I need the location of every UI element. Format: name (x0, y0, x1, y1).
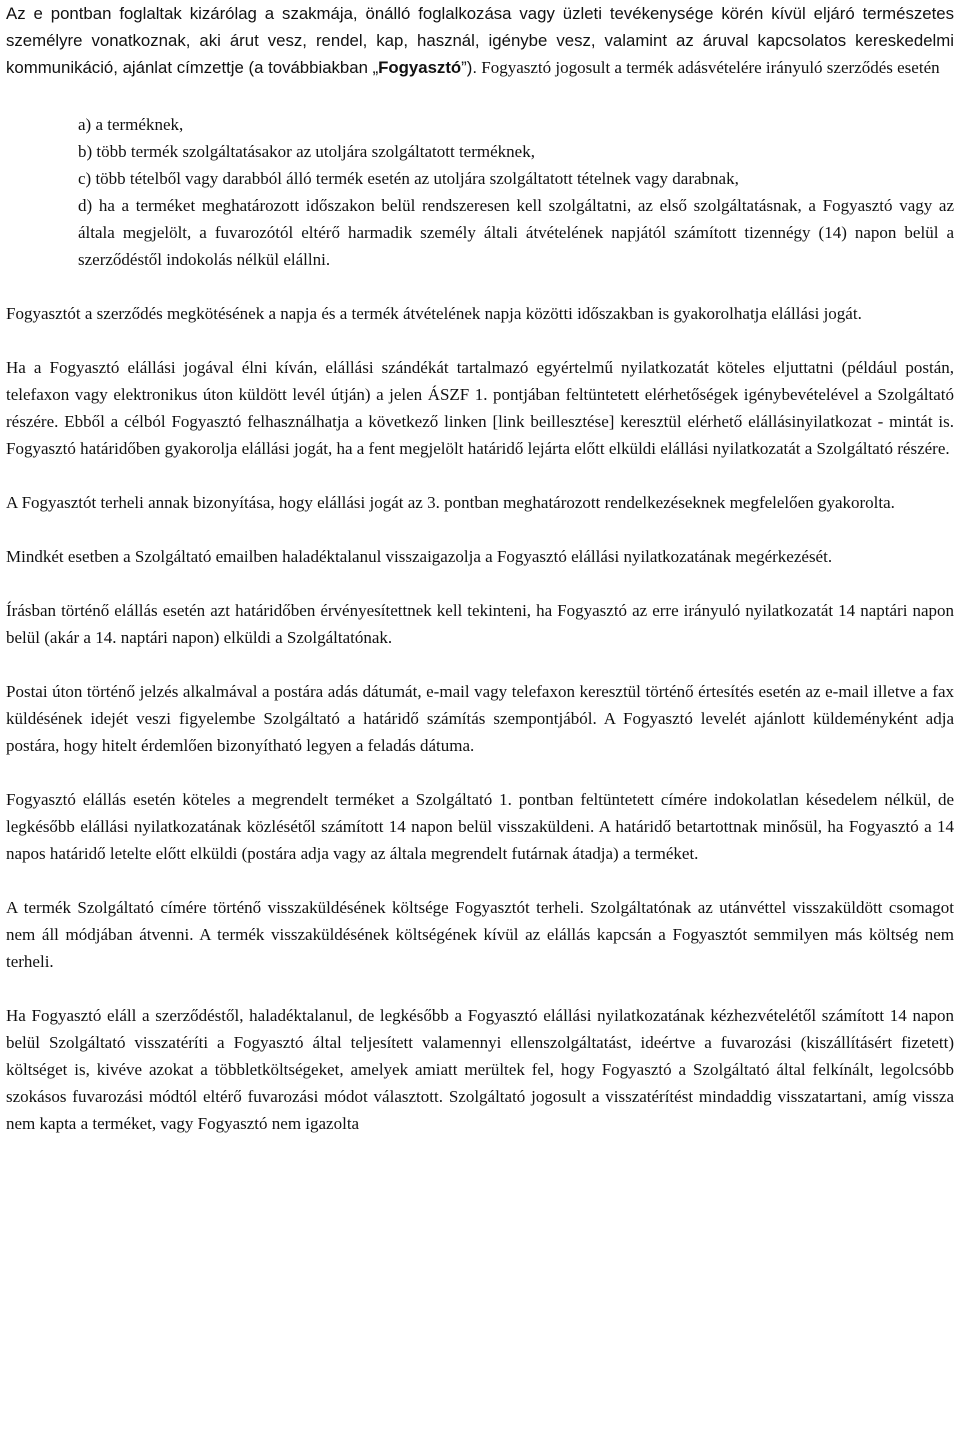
intro-paragraph (6, 0, 954, 81)
list-item-a: a) a terméknek, (78, 115, 184, 134)
paragraph-postal-notice: Postai úton történő jelzés alkalmával a postára adás dátumát, e-mail vagy telefaxon keresztül történő értesítés esetén az e-mail illetve a fax küldésének idejét veszi figyelembe Szolgáltató a határidő számítás szempontjából. A Fogyasztó levelét ajánlott küldeményként adja postára, hogy hitelt érdemlően bizonyítható legyen a feladás dátuma. (6, 682, 954, 755)
paragraph-refund: Ha Fogyasztó eláll a szerződéstől, haladéktalanul, de legkésőbb a Fogyasztó elállási nyilatkozatának kézhezvételétől számított 14 napon belül Szolgáltató visszatéríti a Fogyasztó által teljesített valamennyi ellenszolgáltatást, ideértve a fuvarozási (kiszállításért fizetett) költséget is, kivéve azokat a többletköltségeket, amelyek amiatt merültek fel, hogy Fogyasztó a Szolgáltató által felkínált, legolcsóbb szokásos fuvarozási módtól eltérő fuvarozási módot választott. Szolgáltató jogosult a visszatérítést mindaddig visszatartani, amíg vissza nem kapta a terméket, vagy Fogyasztó nem igazolta (6, 1006, 954, 1133)
list-item-c: c) több tételből vagy darabból álló termék esetén az utoljára szolgáltatott tételnek vagy darabnak, (78, 169, 739, 188)
paragraph-return-cost: A termék Szolgáltató címére történő visszaküldésének költsége Fogyasztót terheli. Szolgáltatónak az utánvéttel visszaküldött csomagot nem áll módjában átvenni. A termék visszaküldésének költségének kívül az elállás kapcsán a Fogyasztót semmilyen más költség nem terheli. (6, 898, 954, 971)
document-page (6, 0, 954, 1137)
paragraph-withdrawal-period: Fogyasztót a szerződés megkötésének a napja és a termék átvételének napja közötti időszakban is gyakorolhatja elállási jogát. (6, 304, 862, 323)
paragraph-written-withdrawal: Írásban történő elállás esetén azt határidőben érvényesítettnek kell tekinteni, ha Fogyasztó az erre irányuló nyilatkozatát 14 naptári napon belül (akár a 14. naptári napon) elküldi a Szolgáltatónak. (6, 601, 954, 647)
defined-term-fogyaszto: Fogyasztó (378, 58, 462, 77)
intro-continuation: Fogyasztó jogosult a termék adásvételére irányuló szerződés esetén (477, 58, 940, 77)
paragraph-burden-of-proof: A Fogyasztót terheli annak bizonyítása, hogy elállási jogát az 3. pontban meghatározott rendelkezéseknek megfelelően gyakorolta. (6, 493, 895, 512)
intro-text-before-term: Az e pontban foglaltak kizárólag a szakmája, önálló foglalkozása vagy üzleti tevékenysége körén kívül eljáró természetes személyre vonatkoznak, aki árut vesz, rendel, kap, használ, igénybe vesz, valamint az áruval kapcsolatos kereskedelmi kommunikáció, ajánlat címzettje (a továbbiakban „ (6, 4, 954, 77)
paragraph-product-return: Fogyasztó elállás esetén köteles a megrendelt terméket a Szolgáltató 1. pontban feltüntetett címére indokolatlan késedelem nélkül, de legkésőbb elállási nyilatkozatának közlésétől számított 14 napon belül visszaküldeni. A határidő betartottnak minősül, ha Fogyasztó a 14 napos határidő letelte előtt elküldi (postára adja vagy az általa megrendelt futárnak átadja) a terméket. (6, 790, 954, 863)
intro-text-after-term: ”). (461, 58, 477, 77)
list-item-b: b) több termék szolgáltatásakor az utoljára szolgáltatott terméknek, (78, 142, 535, 161)
withdrawal-list (6, 111, 954, 273)
paragraph-email-confirmation: Mindkét esetben a Szolgáltató emailben haladéktalanul visszaigazolja a Fogyasztó elállási nyilatkozatának megérkezését. (6, 547, 833, 566)
paragraph-withdrawal-declaration: Ha a Fogyasztó elállási jogával élni kíván, elállási szándékát tartalmazó egyértelmű nyilatkozatát köteles eljuttatni (például postán, telefaxon vagy elektronikus úton küldött levél útján) a jelen ÁSZF 1. pontjában feltüntetett elérhetőségek igénybevételével a Szolgáltató részére. Ebből a célból Fogyasztó felhasználhatja a következő linken [link beillesztése] keresztül elérhető elállásinyilatkozat - mintát is. Fogyasztó határidőben gyakorolja elállási jogát, ha a fent megjelölt határidő lejárta előtt elküldi elállási nyilatkozatát a Szolgáltató részére. (6, 358, 954, 458)
list-item-d: d) ha a terméket meghatározott időszakon belül rendszeresen kell szolgáltatni, az első szolgáltatásnak, a Fogyasztó vagy az általa megjelölt, a fuvarozótól eltérő harmadik személy általi átvételének napjától számított tizennégy (14) napon belül a szerződéstől indokolás nélkül elállni. (78, 196, 954, 269)
